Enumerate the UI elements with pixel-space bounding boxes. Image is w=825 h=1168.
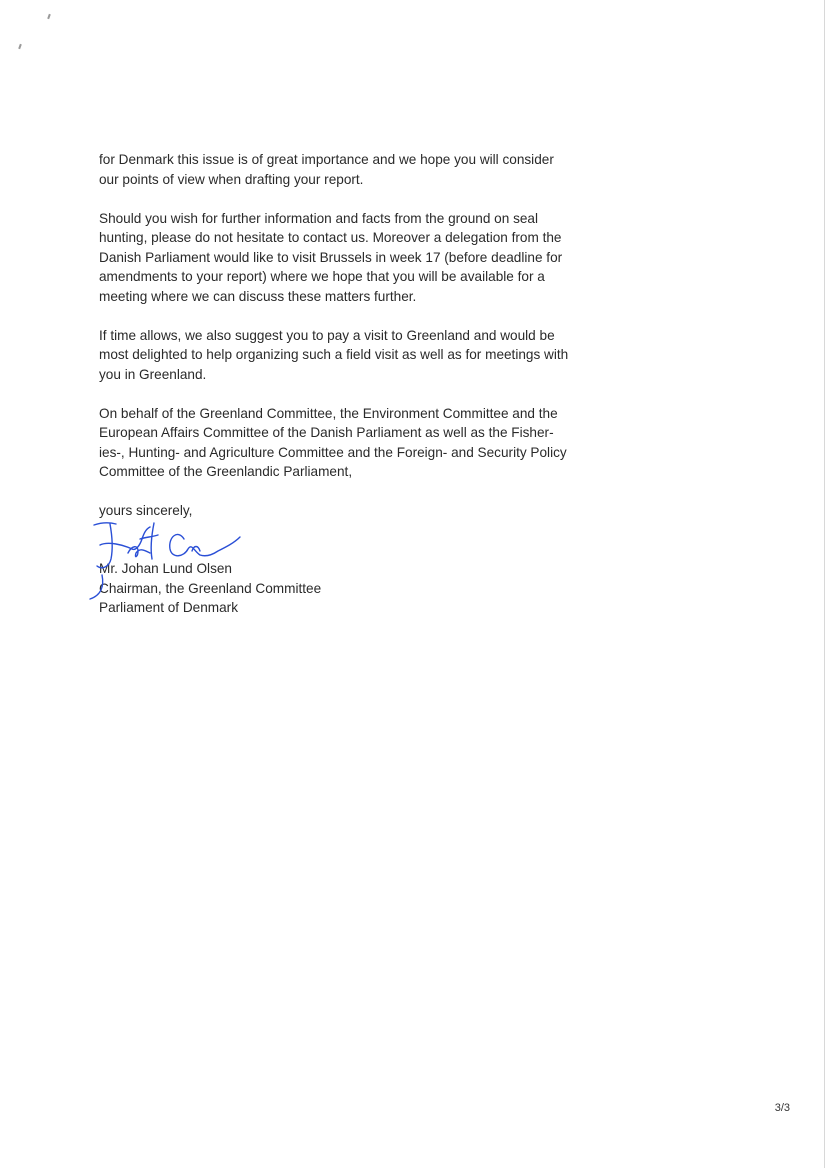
- paragraph-4: [99, 404, 599, 482]
- text-line: you in Greenland.: [99, 366, 207, 382]
- paragraph-1: [99, 150, 599, 189]
- text-line: ies-, Hunting- and Agriculture Committee and the Foreign- and Security Policy: [99, 444, 567, 460]
- text-line: Committee of the Greenlandic Parliament,: [99, 464, 353, 479]
- scan-speck: [18, 44, 22, 49]
- paragraph-3: [99, 326, 599, 385]
- text-line: our points of view when drafting your report.: [99, 171, 364, 187]
- text-line: Should you wish for further information and facts from the ground on seal: [99, 210, 539, 226]
- text-line: European Affairs Committee of the Danish Parliament as well as the Fisher-: [99, 425, 554, 440]
- letter-body: [99, 150, 599, 501]
- paragraph-2: [99, 209, 599, 307]
- signatory-organization: Parliament of Denmark: [99, 600, 239, 615]
- closing-salutation: yours sincerely,: [99, 503, 193, 518]
- text-line: Danish Parliament would like to visit Brussels in week 17 (before deadline for: [99, 249, 563, 265]
- text-line: amendments to your report) where we hope that you will be available for a: [99, 269, 545, 284]
- text-line: meeting where we can discuss these matters further.: [99, 288, 417, 304]
- text-line: If time allows, we also suggest you to pay a visit to Greenland and would be: [99, 327, 555, 343]
- page-number: 3/3: [774, 1102, 790, 1114]
- text-line: On behalf of the Greenland Committee, the Environment Committee and the: [99, 405, 558, 421]
- signatory-name: Mr. Johan Lund Olsen: [99, 561, 232, 576]
- signatory-title: Chairman, the Greenland Committee: [99, 580, 322, 596]
- text-line: hunting, please do not hesitate to contact us. Moreover a delegation from the: [99, 230, 562, 245]
- scan-speck: [47, 14, 51, 19]
- text-line: most delighted to help organizing such a field visit as well as for meetings with: [99, 347, 569, 362]
- text-line: for Denmark this issue is of great importance and we hope you will consider: [99, 152, 554, 167]
- handwritten-signature: [80, 515, 270, 605]
